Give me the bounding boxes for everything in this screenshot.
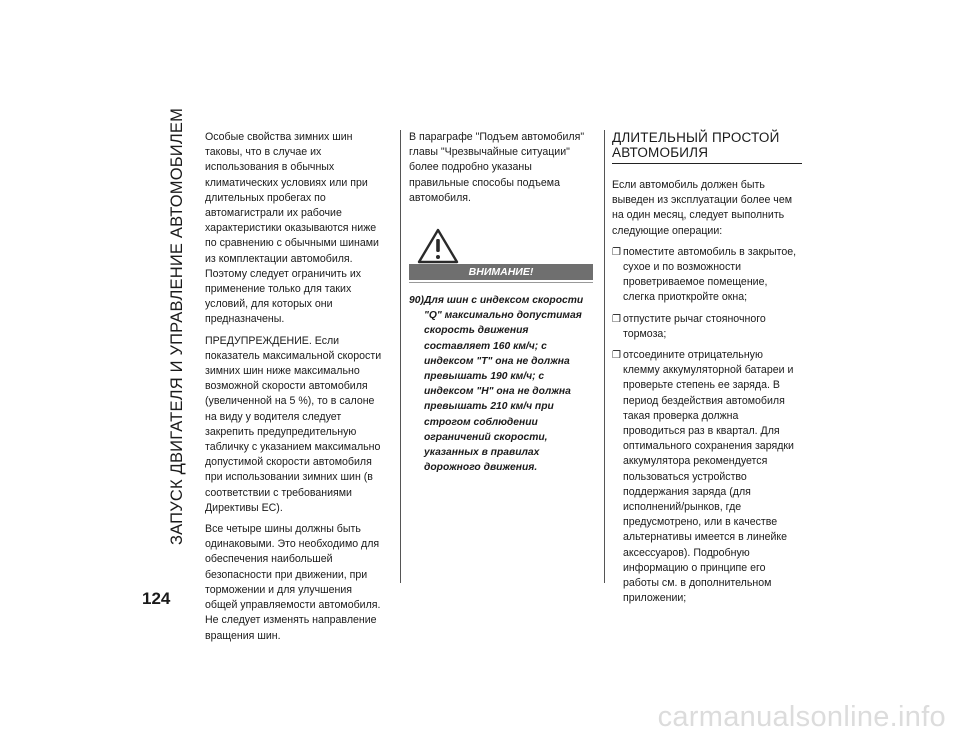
warning-note <box>409 293 593 475</box>
warning-icon-row <box>409 228 593 264</box>
section-heading: ДЛИТЕЛЬНЫЙ ПРОСТОЙ АВТОМОБИЛЯ <box>612 130 780 160</box>
text-column-3 <box>612 130 802 612</box>
chapter-side-title-text: ЗАПУСК ДВИГАТЕЛЯ И УПРАВЛЕНИЕ АВТОМОБИЛЕМ <box>168 107 187 545</box>
checkbox-bullet-icon: ❐ <box>612 313 621 325</box>
watermark: carmanualsonline.info <box>657 701 946 733</box>
text-column-1 <box>205 130 387 650</box>
paragraph: Все четыре шины должны быть одинаковыми. Это необходимо для обеспечения наибольшей безопасности при движении, при торможении и для улучшения общей управляемости автомобиля. Не следует изменять направление вращения шин. <box>205 523 381 642</box>
list-item <box>612 348 802 606</box>
list-item-text: отсоедините отрицательную клемму аккумуляторной батареи и проверьте степень ее заряда. В период бездействия автомобиля такая проверка должна проводиться раз в квартал. Для оптимального сохранения зарядки аккумулятора рекомендуется пользоваться устройство поддержания заряда (для исполнений/рынков, где предусмотрено, или в качестве альтернативы имеется в линейке аксессуаров). Подробную информацию о принципе его работы см. в дополнительном приложении; <box>623 349 794 605</box>
heading-underline <box>612 163 802 164</box>
warning-title: ВНИМАНИЕ! <box>409 264 593 280</box>
checkbox-bullet-icon: ❐ <box>612 246 621 258</box>
list-item-text: отпустите рычаг стояночного тормоза; <box>623 312 766 340</box>
paragraph: ПРЕДУПРЕЖДЕНИЕ. Если показатель максимальной скорости зимних шин ниже максимально возможной скорости автомобиля (увеличенной на 5 %), то в салоне на виду у водителя следует закрепить предупредительную табличку с указанием максимально допустимой скорости автомобиля при использовании зимних шин (в соответствии с требованиями Директивы ЕС). <box>205 334 382 514</box>
column-divider <box>400 130 401 583</box>
warning-divider <box>409 282 593 283</box>
paragraph: Особые свойства зимних шин таковы, что в случае их использования в обычных климатических условиях или при длительных пробегах по автомагистрали их рабочие характеристики оказываются ниже по сравнению с обычными шинами из комплектации автомобиля. Поэтому следует ограничить их применение только для таких условий, для которых они предназначены. <box>205 131 379 326</box>
warning-triangle-icon <box>417 228 459 264</box>
checkbox-bullet-icon: ❐ <box>612 350 621 362</box>
text-column-2 <box>409 130 593 475</box>
paragraph: Если автомобиль должен быть выведен из эксплуатации более чем на один месяц, следует выполнить следующие операции: <box>612 179 793 237</box>
warning-note-number: 90) <box>409 295 424 307</box>
list-item-text: поместите автомобиль в закрытое, сухое и по возможности проветриваемое помещение, слегка приоткройте окна; <box>623 245 797 304</box>
warning-note-text: Для шин с индексом скорости "Q" максимально допустимая скорость движения составляет 160 км/ч; с индексом "T" она не должна превышать 190 км/ч; с индексом "H" она не должна превышать 210 км/ч при строгом соблюдении ограничений скорости, указанных в правилах дорожного движения. <box>424 295 584 474</box>
chapter-side-title <box>163 107 193 545</box>
warning-box <box>409 228 593 475</box>
column-divider <box>604 130 605 583</box>
list-item <box>612 312 802 342</box>
page-number: 124 <box>142 589 171 608</box>
paragraph: В параграфе "Подъем автомобиля" главы "Чрезвычайные ситуации" более подробно указаны правильные способы подъема автомобиля. <box>409 131 585 204</box>
list-item <box>612 245 802 306</box>
